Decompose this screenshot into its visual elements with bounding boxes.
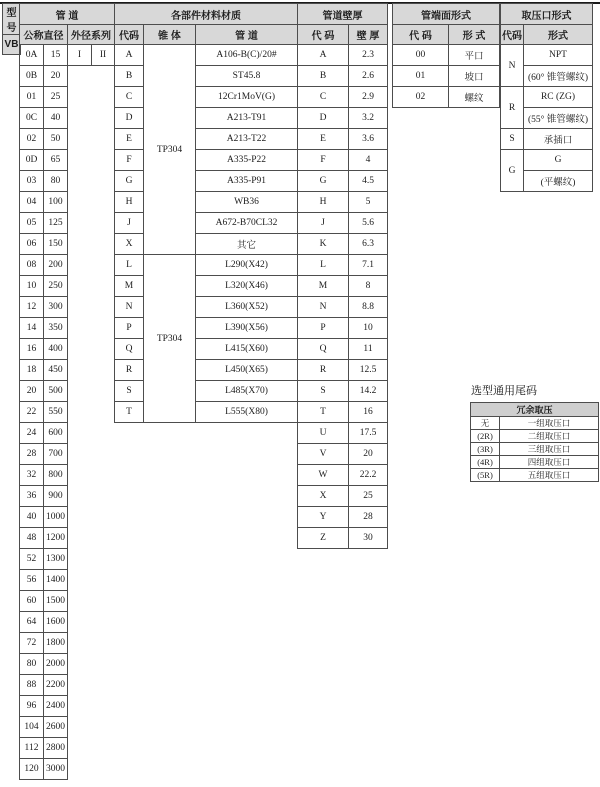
material-code-cell: J xyxy=(115,213,144,234)
dn-code-cell: 28 xyxy=(20,444,44,465)
wall-value-cell: 6.3 xyxy=(349,234,388,255)
table-row xyxy=(115,276,298,297)
material-code-header: 代码 xyxy=(115,25,144,45)
dn-value-cell: 1200 xyxy=(44,528,68,549)
wall-code-cell: N xyxy=(298,297,349,318)
dn-value-cell: 1300 xyxy=(44,549,68,570)
dn-value-cell: 500 xyxy=(44,381,68,402)
table-row xyxy=(298,528,388,549)
pipe-material-cell: L360(X52) xyxy=(196,297,298,318)
material-code-cell: X xyxy=(115,234,144,255)
pressure-tap-table-body xyxy=(501,45,593,192)
table-row xyxy=(471,417,599,430)
dn-code-cell: 20 xyxy=(20,381,44,402)
wall-code-cell: W xyxy=(298,465,349,486)
table-row xyxy=(298,171,388,192)
dn-value-cell: 2000 xyxy=(44,654,68,675)
od-series-cell: II xyxy=(92,45,115,66)
table-row xyxy=(298,486,388,507)
end-face-table-body xyxy=(393,45,500,108)
wall-code-cell: K xyxy=(298,234,349,255)
table-row xyxy=(115,255,298,276)
dn-value-cell: 1000 xyxy=(44,507,68,528)
table-row xyxy=(298,276,388,297)
dn-value-cell: 2600 xyxy=(44,717,68,738)
table-row xyxy=(298,465,388,486)
material-code-cell: P xyxy=(115,318,144,339)
wall-value-cell: 5.6 xyxy=(349,213,388,234)
table-row xyxy=(298,402,388,423)
dn-code-cell: 64 xyxy=(20,612,44,633)
pipe-material-cell: A106-B(C)/20# xyxy=(196,45,298,66)
dn-code-cell: 0D xyxy=(20,150,44,171)
wall-code-cell: F xyxy=(298,150,349,171)
dn-code-cell: 0B xyxy=(20,66,44,87)
dn-code-cell: 10 xyxy=(20,276,44,297)
table-row xyxy=(115,318,298,339)
pipeline-section-table xyxy=(19,3,115,780)
dn-value-cell: 125 xyxy=(44,213,68,234)
dn-code-cell: 06 xyxy=(20,234,44,255)
wall-value-header: 壁 厚 xyxy=(349,25,388,45)
table-row xyxy=(115,129,298,150)
dn-value-cell: 40 xyxy=(44,108,68,129)
pipe-material-cell: 12Cr1MoV(G) xyxy=(196,87,298,108)
wall-code-cell: S xyxy=(298,381,349,402)
wall-code-cell: U xyxy=(298,423,349,444)
material-code-cell: M xyxy=(115,276,144,297)
table-row xyxy=(298,423,388,444)
material-code-cell: D xyxy=(115,108,144,129)
wall-value-cell: 4 xyxy=(349,150,388,171)
material-code-cell: A xyxy=(115,45,144,66)
pipe-material-cell: A335-P91 xyxy=(196,171,298,192)
tap-form-cell: (60° 锥管螺纹) xyxy=(524,66,593,87)
dn-code-cell: 04 xyxy=(20,192,44,213)
dn-code-cell: 88 xyxy=(20,675,44,696)
end-face-section-table xyxy=(392,3,500,108)
table-row xyxy=(115,192,298,213)
dn-code-cell: 14 xyxy=(20,318,44,339)
wall-value-cell: 22.2 xyxy=(349,465,388,486)
pipe-material-cell: L450(X65) xyxy=(196,360,298,381)
table-row xyxy=(471,469,599,482)
wall-value-cell: 2.6 xyxy=(349,66,388,87)
dn-value-cell: 600 xyxy=(44,423,68,444)
dn-code-cell: 60 xyxy=(20,591,44,612)
tap-form-cell: (平螺纹) xyxy=(524,171,593,192)
dn-value-cell: 450 xyxy=(44,360,68,381)
endface-form-cell: 平口 xyxy=(449,45,500,66)
suffix-code-cell: (2R) xyxy=(471,430,500,443)
tap-code-cell: R xyxy=(501,87,524,129)
wall-code-cell: V xyxy=(298,444,349,465)
tap-code-cell: G xyxy=(501,150,524,192)
dn-code-cell: 0A xyxy=(20,45,44,66)
dn-code-cell: 12 xyxy=(20,297,44,318)
table-row xyxy=(115,45,298,66)
dn-code-cell: 56 xyxy=(20,570,44,591)
wall-code-cell: M xyxy=(298,276,349,297)
dn-value-cell: 250 xyxy=(44,276,68,297)
endface-section-header: 管端面形式 xyxy=(393,4,500,25)
wall-code-cell: G xyxy=(298,171,349,192)
tap-section-header: 取压口形式 xyxy=(501,4,593,25)
table-row xyxy=(501,150,593,171)
wall-code-cell: Z xyxy=(298,528,349,549)
dn-value-cell: 25 xyxy=(44,87,68,108)
wall-value-cell: 2.3 xyxy=(349,45,388,66)
table-row xyxy=(20,45,115,66)
table-row xyxy=(298,297,388,318)
wall-code-cell: H xyxy=(298,192,349,213)
pipe-material-cell: 其它 xyxy=(196,234,298,255)
dn-value-cell: 2800 xyxy=(44,738,68,759)
wall-code-cell: Y xyxy=(298,507,349,528)
suffix-code-cell: (4R) xyxy=(471,456,500,469)
table-row xyxy=(298,381,388,402)
od-series-cell: I xyxy=(68,45,92,66)
dn-code-cell: 72 xyxy=(20,633,44,654)
material-code-cell: L xyxy=(115,255,144,276)
wall-value-cell: 2.9 xyxy=(349,87,388,108)
suffix-desc-cell: 五组取压口 xyxy=(500,469,599,482)
dn-value-cell: 2200 xyxy=(44,675,68,696)
pipe-material-cell: A213-T91 xyxy=(196,108,298,129)
table-row xyxy=(501,129,593,150)
tap-form-cell: G xyxy=(524,150,593,171)
dn-code-cell: 08 xyxy=(20,255,44,276)
table-row xyxy=(298,66,388,87)
cone-material-cell: TP304 xyxy=(144,255,196,423)
wall-code-header: 代 码 xyxy=(298,25,349,45)
dn-value-cell: 200 xyxy=(44,255,68,276)
table-row xyxy=(393,87,500,108)
table-row xyxy=(115,234,298,255)
pipe-material-cell: L555(X80) xyxy=(196,402,298,423)
pipe-material-cell: L290(X42) xyxy=(196,255,298,276)
tap-form-cell: 承插口 xyxy=(524,129,593,150)
wall-code-cell: L xyxy=(298,255,349,276)
table-row xyxy=(115,297,298,318)
table-row xyxy=(115,360,298,381)
cone-material-cell: TP304 xyxy=(144,45,196,255)
suffix-desc-cell: 三组取压口 xyxy=(500,443,599,456)
table-row xyxy=(298,87,388,108)
dn-value-cell: 350 xyxy=(44,318,68,339)
tap-code-cell: N xyxy=(501,45,524,87)
wall-value-cell: 8 xyxy=(349,276,388,297)
wall-value-cell: 12.5 xyxy=(349,360,388,381)
material-code-cell: Q xyxy=(115,339,144,360)
dn-value-cell: 50 xyxy=(44,129,68,150)
suffix-table xyxy=(470,402,599,482)
table-row xyxy=(393,66,500,87)
dn-code-cell: 120 xyxy=(20,759,44,780)
table-row xyxy=(298,318,388,339)
cone-header: 锥 体 xyxy=(144,25,196,45)
dn-code-cell: 16 xyxy=(20,339,44,360)
model-code-header: VB xyxy=(3,35,21,55)
table-row xyxy=(501,45,593,66)
dn-code-cell: 03 xyxy=(20,171,44,192)
table-row xyxy=(298,150,388,171)
material-code-cell: R xyxy=(115,360,144,381)
wall-code-cell: T xyxy=(298,402,349,423)
dn-code-cell: 0C xyxy=(20,108,44,129)
wall-value-cell: 25 xyxy=(349,486,388,507)
dn-value-cell: 20 xyxy=(44,66,68,87)
table-row xyxy=(471,430,599,443)
wall-value-cell: 30 xyxy=(349,528,388,549)
table-row xyxy=(298,129,388,150)
table-row xyxy=(115,339,298,360)
table-row xyxy=(298,213,388,234)
wall-value-cell: 16 xyxy=(349,402,388,423)
dn-value-cell: 900 xyxy=(44,486,68,507)
redundant-tap-header: 冗余取压 xyxy=(471,403,599,417)
wall-value-cell: 7.1 xyxy=(349,255,388,276)
suffix-code-block xyxy=(470,382,598,482)
materials-section-table xyxy=(114,3,298,423)
suffix-code-cell: 无 xyxy=(471,417,500,430)
pipe-material-cell: L415(X60) xyxy=(196,339,298,360)
wall-code-cell: D xyxy=(298,108,349,129)
wall-code-cell: B xyxy=(298,66,349,87)
suffix-table-body xyxy=(471,417,599,482)
endface-form-cell: 螺纹 xyxy=(449,87,500,108)
endface-code-header: 代 码 xyxy=(393,25,449,45)
dn-code-cell: 36 xyxy=(20,486,44,507)
dn-value-cell: 3000 xyxy=(44,759,68,780)
pressure-tap-section-table xyxy=(500,3,593,192)
dn-code-cell: 02 xyxy=(20,129,44,150)
wall-code-cell: A xyxy=(298,45,349,66)
table-row xyxy=(115,66,298,87)
material-code-cell: B xyxy=(115,66,144,87)
table-row xyxy=(115,171,298,192)
tap-form-cell: (55° 锥管螺纹) xyxy=(524,108,593,129)
material-code-cell: S xyxy=(115,381,144,402)
suffix-block-title: 选型通用尾码 xyxy=(471,385,537,397)
table-row xyxy=(115,108,298,129)
table-row xyxy=(115,402,298,423)
dn-code-cell: 104 xyxy=(20,717,44,738)
material-code-cell: C xyxy=(115,87,144,108)
dn-code-cell: 52 xyxy=(20,549,44,570)
table-row xyxy=(298,234,388,255)
od-series-empty-area xyxy=(68,66,115,780)
dn-value-cell: 2400 xyxy=(44,696,68,717)
dn-value-cell: 700 xyxy=(44,444,68,465)
table-row xyxy=(393,45,500,66)
table-row xyxy=(298,339,388,360)
wall-value-cell: 11 xyxy=(349,339,388,360)
tap-form-cell: RC (ZG) xyxy=(524,87,593,108)
table-row xyxy=(298,360,388,381)
pipe-material-cell: L485(X70) xyxy=(196,381,298,402)
wall-value-cell: 4.5 xyxy=(349,171,388,192)
dn-code-cell: 22 xyxy=(20,402,44,423)
pipeline-table-body xyxy=(20,45,115,780)
wall-value-cell: 10 xyxy=(349,318,388,339)
material-code-cell: G xyxy=(115,171,144,192)
dn-code-cell: 80 xyxy=(20,654,44,675)
table-row xyxy=(298,255,388,276)
dn-value-cell: 800 xyxy=(44,465,68,486)
pipe-material-header: 管 道 xyxy=(196,25,298,45)
pipe-material-cell: ST45.8 xyxy=(196,66,298,87)
wall-thickness-section-table xyxy=(297,3,388,549)
dn-code-cell: 05 xyxy=(20,213,44,234)
material-code-cell: N xyxy=(115,297,144,318)
model-section-header: 型号 xyxy=(3,4,21,35)
endface-code-cell: 00 xyxy=(393,45,449,66)
dn-value-cell: 80 xyxy=(44,171,68,192)
table-row xyxy=(20,66,115,87)
suffix-desc-cell: 二组取压口 xyxy=(500,430,599,443)
nominal-diameter-header: 公称直径 xyxy=(20,25,68,45)
table-row xyxy=(298,108,388,129)
dn-value-cell: 1400 xyxy=(44,570,68,591)
wall-value-cell: 5 xyxy=(349,192,388,213)
dn-code-cell: 01 xyxy=(20,87,44,108)
endface-code-cell: 02 xyxy=(393,87,449,108)
endface-form-cell: 坡口 xyxy=(449,66,500,87)
dn-code-cell: 32 xyxy=(20,465,44,486)
dn-value-cell: 300 xyxy=(44,297,68,318)
dn-code-cell: 96 xyxy=(20,696,44,717)
table-row xyxy=(115,381,298,402)
dn-value-cell: 15 xyxy=(44,45,68,66)
table-row xyxy=(471,456,599,469)
wall-value-cell: 17.5 xyxy=(349,423,388,444)
wall-code-cell: E xyxy=(298,129,349,150)
wall-value-cell: 3.6 xyxy=(349,129,388,150)
table-row xyxy=(501,87,593,108)
suffix-desc-cell: 一组取压口 xyxy=(500,417,599,430)
pipe-material-cell: WB36 xyxy=(196,192,298,213)
materials-section-header: 各部件材料材质 xyxy=(115,4,298,25)
wall-code-cell: J xyxy=(298,213,349,234)
pipe-material-cell: L320(X46) xyxy=(196,276,298,297)
material-code-cell: F xyxy=(115,150,144,171)
wall-code-cell: P xyxy=(298,318,349,339)
suffix-code-cell: (3R) xyxy=(471,443,500,456)
pipe-material-cell: L390(X56) xyxy=(196,318,298,339)
dn-code-cell: 24 xyxy=(20,423,44,444)
tap-code-cell: S xyxy=(501,129,524,150)
material-code-cell: T xyxy=(115,402,144,423)
endface-code-cell: 01 xyxy=(393,66,449,87)
wall-value-cell: 14.2 xyxy=(349,381,388,402)
dn-value-cell: 1800 xyxy=(44,633,68,654)
suffix-desc-cell: 四组取压口 xyxy=(500,456,599,469)
table-row xyxy=(115,87,298,108)
table-row xyxy=(115,150,298,171)
dn-code-cell: 40 xyxy=(20,507,44,528)
materials-table-body xyxy=(115,45,298,423)
wall-code-cell: Q xyxy=(298,339,349,360)
table-row xyxy=(298,45,388,66)
pipe-material-cell: A672-B70CL32 xyxy=(196,213,298,234)
table-row xyxy=(471,443,599,456)
material-code-cell: H xyxy=(115,192,144,213)
wall-value-cell: 28 xyxy=(349,507,388,528)
table-row xyxy=(298,444,388,465)
suffix-code-cell: (5R) xyxy=(471,469,500,482)
endface-form-header: 形 式 xyxy=(449,25,500,45)
wall-code-cell: C xyxy=(298,87,349,108)
tap-form-cell: NPT xyxy=(524,45,593,66)
dn-value-cell: 1500 xyxy=(44,591,68,612)
wall-value-cell: 20 xyxy=(349,444,388,465)
wall-section-header: 管道壁厚 xyxy=(298,4,388,25)
dn-code-cell: 112 xyxy=(20,738,44,759)
wall-thickness-table-body xyxy=(298,45,388,549)
tap-code-header: 代码 xyxy=(501,25,524,45)
dn-value-cell: 400 xyxy=(44,339,68,360)
pipeline-section-header: 管 道 xyxy=(20,4,115,25)
table-row xyxy=(298,192,388,213)
dn-value-cell: 150 xyxy=(44,234,68,255)
pipe-material-cell: A213-T22 xyxy=(196,129,298,150)
wall-value-cell: 3.2 xyxy=(349,108,388,129)
dn-code-cell: 48 xyxy=(20,528,44,549)
dn-value-cell: 550 xyxy=(44,402,68,423)
tap-form-header: 形式 xyxy=(524,25,593,45)
pipe-material-cell: A335-P22 xyxy=(196,150,298,171)
material-code-cell: E xyxy=(115,129,144,150)
table-row xyxy=(115,213,298,234)
dn-code-cell: 18 xyxy=(20,360,44,381)
od-series-header: 外径系列 xyxy=(68,25,115,45)
wall-code-cell: X xyxy=(298,486,349,507)
wall-value-cell: 8.8 xyxy=(349,297,388,318)
table-row xyxy=(298,507,388,528)
dn-value-cell: 65 xyxy=(44,150,68,171)
dn-value-cell: 1600 xyxy=(44,612,68,633)
wall-code-cell: R xyxy=(298,360,349,381)
dn-value-cell: 100 xyxy=(44,192,68,213)
